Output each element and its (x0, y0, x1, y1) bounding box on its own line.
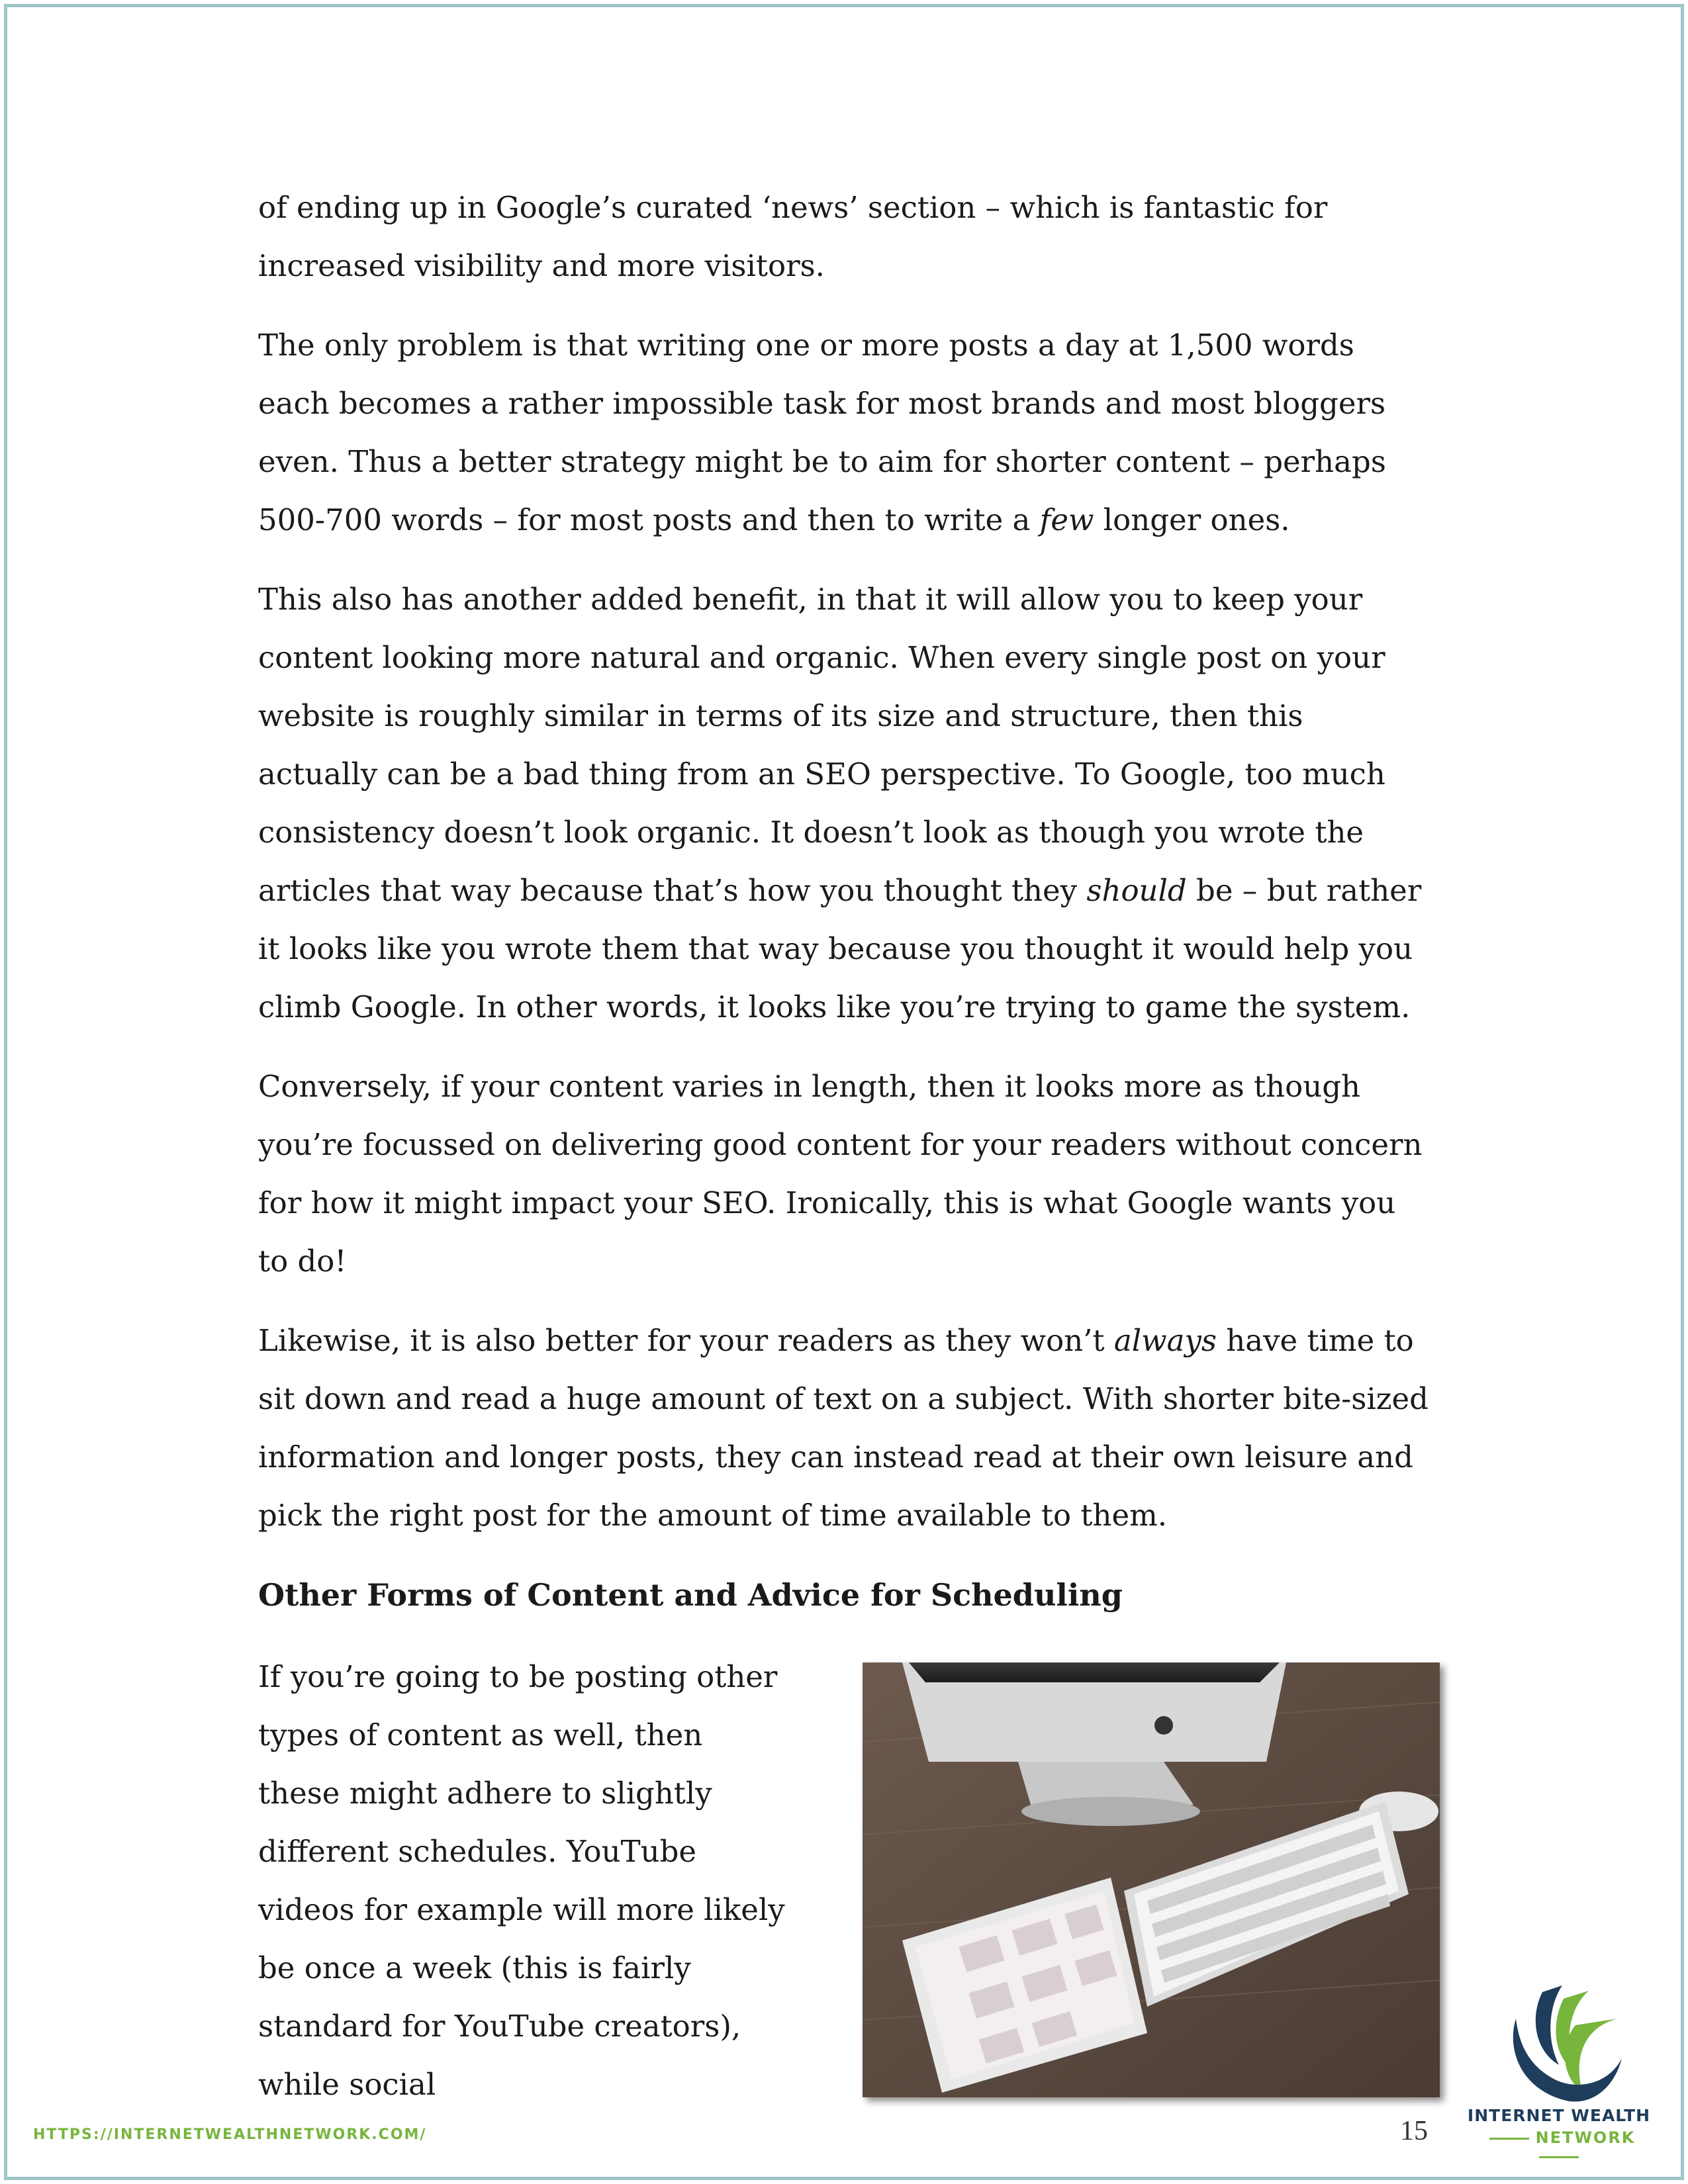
paragraph-2 (258, 316, 1430, 549)
paragraph-5-emphasis: always (1113, 1323, 1217, 1358)
body-text (258, 179, 1430, 1643)
paragraph-2-text-a: The only problem is that writing one or more posts a day at 1,500 words each becomes a rather impossible task for most brands and most bloggers even. Thus a better strategy might be to aim for shorter content – perhaps 500-700 words – for most posts and then to write a (258, 328, 1386, 537)
section-heading: Other Forms of Content and Advice for Scheduling (258, 1577, 1123, 1613)
paragraph-6: If you’re going to be posting other types of content as well, then these might adhere to slightly different schedules. YouTube videos for example will more likely be once a week (this is fairly standard for YouTube creators), while social (258, 1659, 785, 2102)
paragraph-3 (258, 570, 1430, 1036)
footer-url-link[interactable]: HTTPS://INTERNETWEALTHNETWORK.COM/ (33, 2126, 427, 2143)
logo-swoosh-icon (1489, 1979, 1628, 2111)
paragraph-5 (258, 1312, 1430, 1545)
paragraph-3-text-b: be – but rather it looks like you wrote them that way because you thought it would help you climb Google. In other words, it looks like you’re trying to game the system. (258, 873, 1422, 1024)
logo-text-line-1: INTERNET WEALTH (1467, 2106, 1651, 2125)
desk-photo-illustration (863, 1662, 1440, 2097)
desk-photo (863, 1662, 1440, 2097)
page-number: 15 (1400, 2116, 1428, 2146)
paragraph-5-text-a: Likewise, it is also better for your readers as they won’t (258, 1323, 1114, 1358)
logo-dash-right (1539, 2156, 1579, 2158)
paragraph-3-text-a: This also has another added benefit, in that it will allow you to keep your content looking more natural and organic. When every single post on your website is roughly similar in terms of its size and structure, then this actually can be a bad thing from an SEO perspective. To Google, too much consistency doesn’t look organic. It doesn’t look as though you wrote the articles that way because that’s how you thought they (258, 582, 1385, 908)
paragraph-5-text-b: have time to sit down and read a huge amount of text on a subject. With shorter bite-sized information and longer posts, they can instead read at their own leisure and pick the right post for the amount of time available to them. (258, 1323, 1429, 1533)
paragraph-2-text-b: longer ones. (1094, 502, 1290, 537)
paragraph-4: Conversely, if your content varies in length, then it looks more as though you’re focussed on delivering good content for your readers without concern for how it might impact your SEO. Ironically, this is what Google wants you to do! (258, 1069, 1423, 1279)
logo-dash-left (1489, 2138, 1529, 2140)
logo-text-line-2 (1456, 2128, 1662, 2165)
paragraph-3-emphasis: should (1086, 873, 1187, 908)
brand-logo (1456, 1966, 1662, 2151)
paragraph-2-emphasis: few (1039, 502, 1094, 537)
logo-text-network: NETWORK (1535, 2128, 1636, 2147)
paragraph-1: of ending up in Google’s curated ‘news’ section – which is fantastic for increased visibility and more visitors. (258, 190, 1328, 283)
